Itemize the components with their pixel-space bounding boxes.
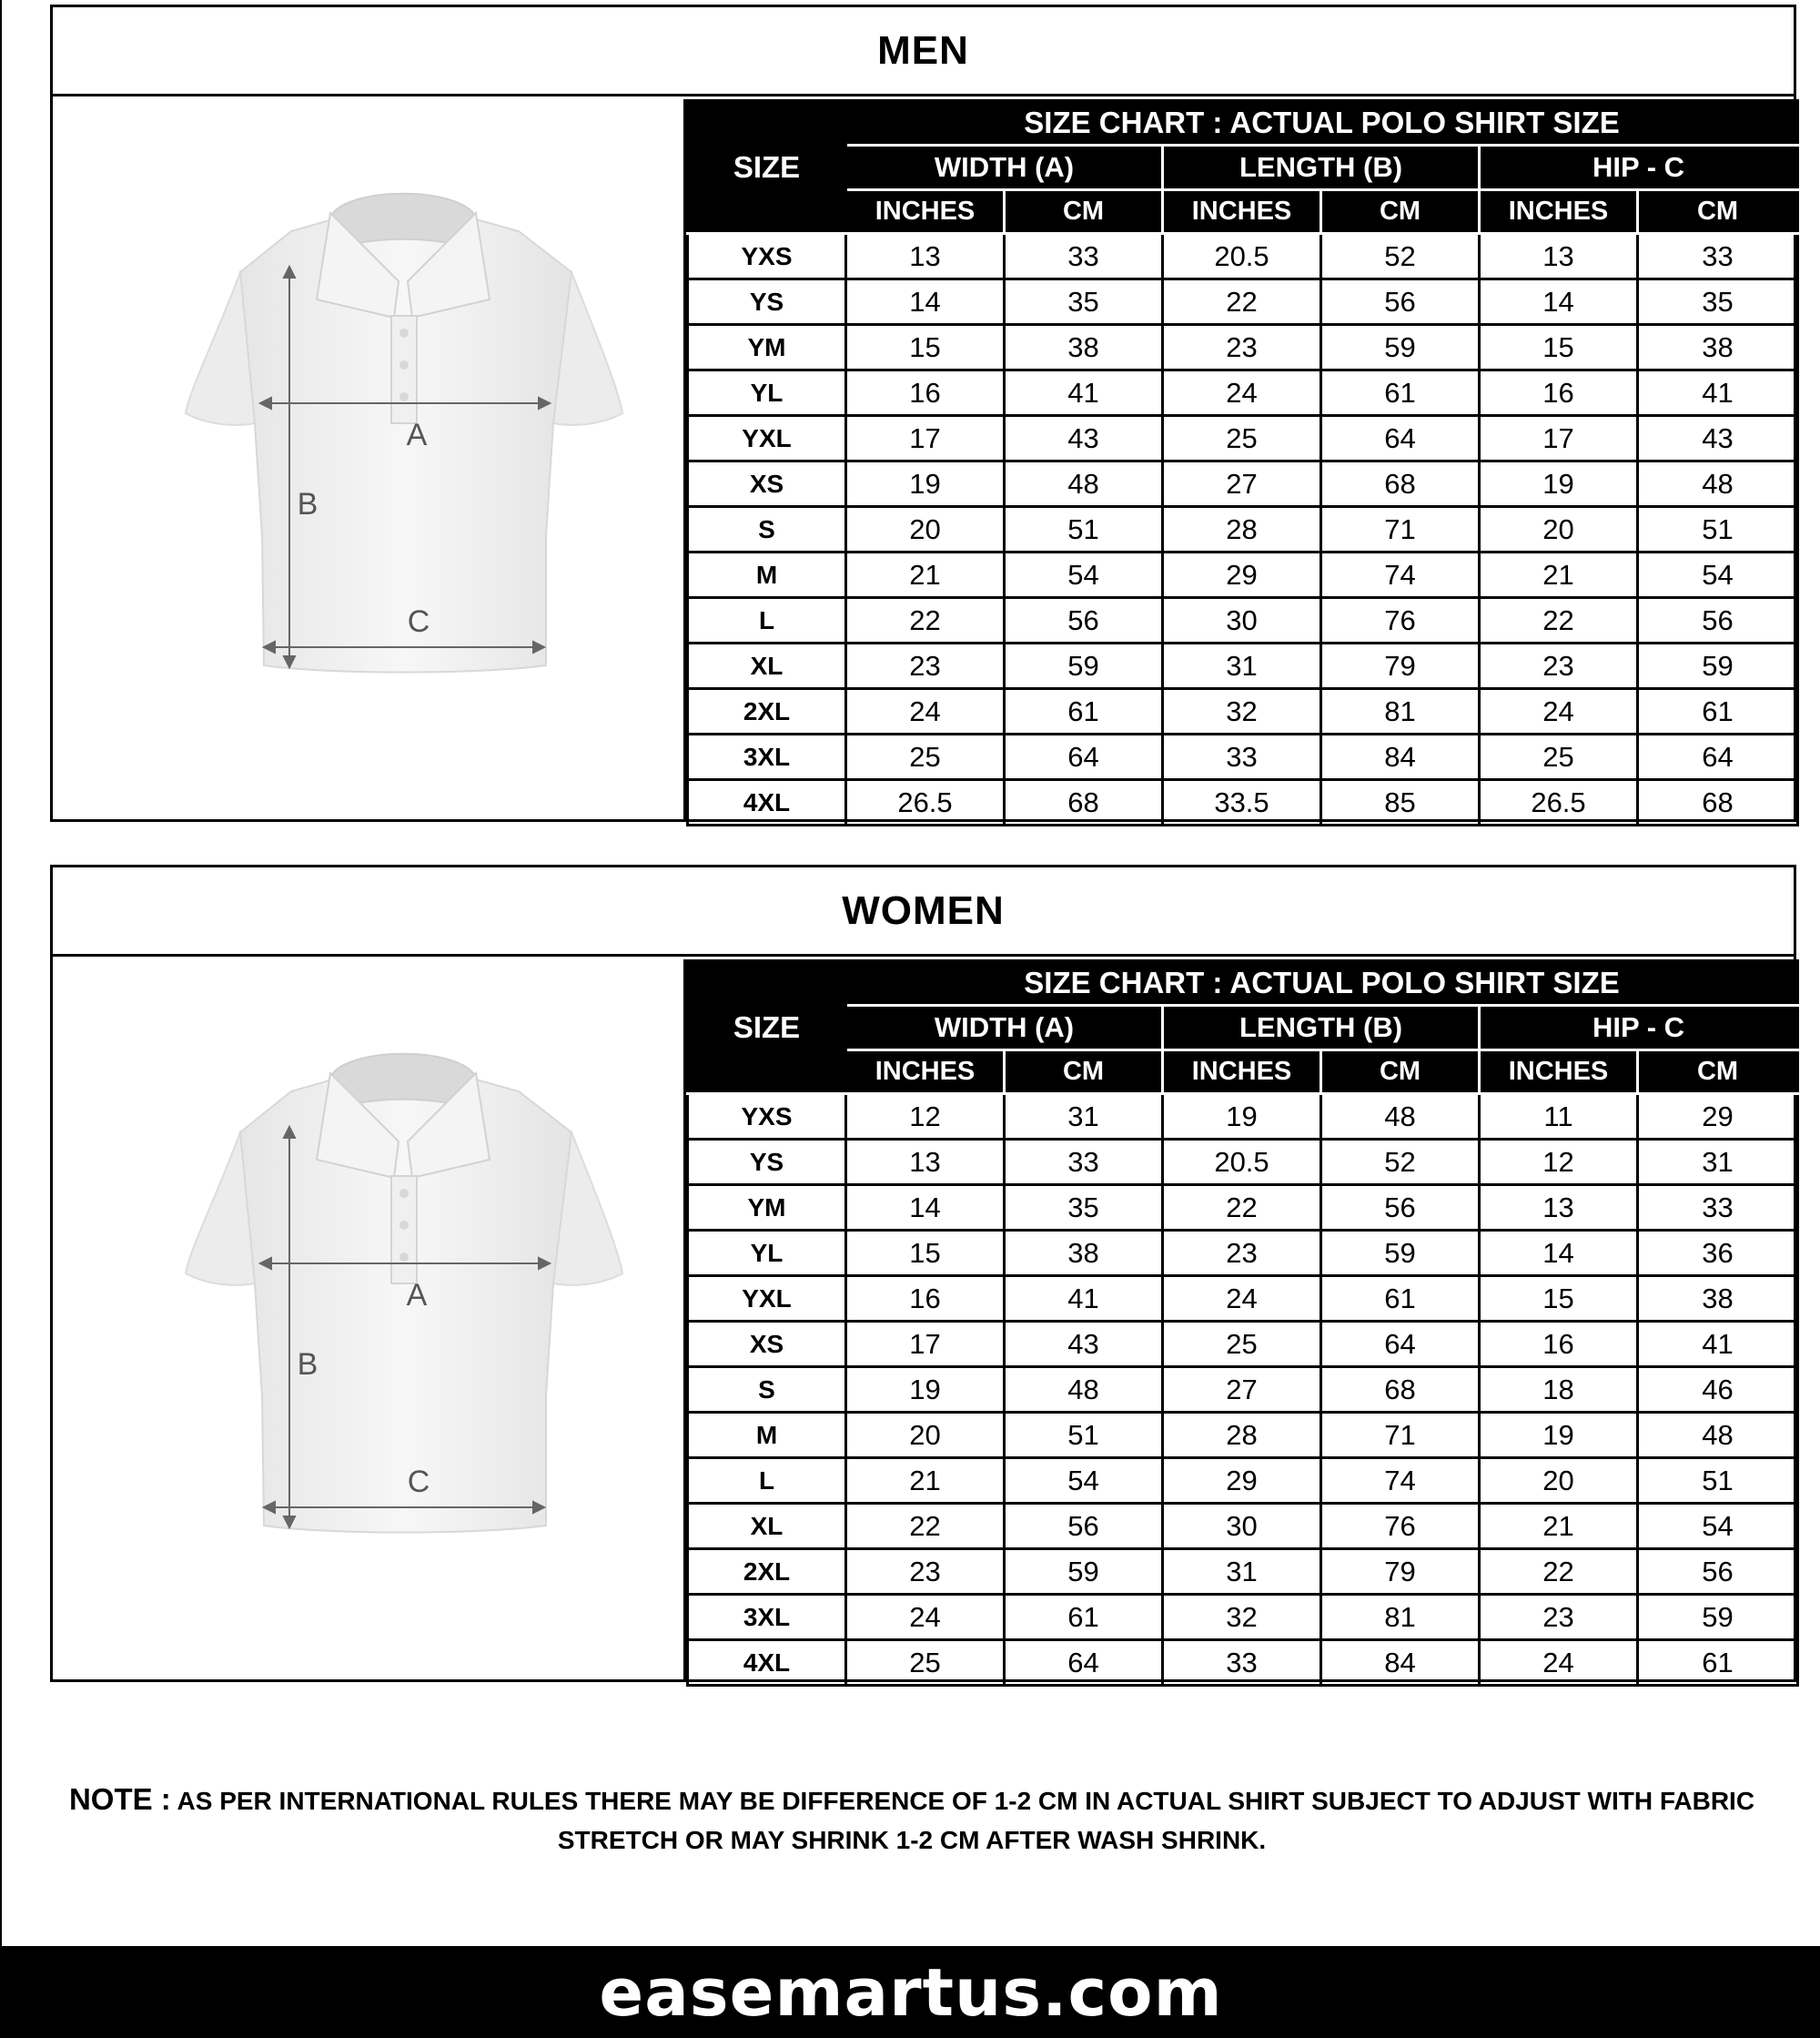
polo-shirt-diagram xyxy=(53,99,686,825)
value-cell: 33 xyxy=(1163,1640,1321,1686)
size-cell: YS xyxy=(688,1140,846,1185)
value-cell: 24 xyxy=(1480,1640,1638,1686)
note-label: NOTE : xyxy=(68,1782,171,1816)
women-size-chart xyxy=(50,865,1796,1682)
unit-header: CM xyxy=(1321,1050,1480,1094)
size-cell: 4XL xyxy=(688,780,846,826)
polo-shirt-icon xyxy=(186,194,622,673)
value-cell: 61 xyxy=(1638,689,1798,735)
value-cell: 41 xyxy=(1005,1276,1163,1322)
unit-header: CM xyxy=(1638,1050,1798,1094)
table-row xyxy=(688,1458,1798,1504)
shirt-image xyxy=(53,959,686,1679)
table-row xyxy=(688,1595,1798,1640)
value-cell: 24 xyxy=(846,1595,1005,1640)
brand-logo: easemartus.com xyxy=(599,1953,1223,2031)
value-cell: 43 xyxy=(1005,416,1163,461)
unit-header: INCHES xyxy=(846,190,1005,234)
note xyxy=(56,1779,1767,1860)
value-cell: 12 xyxy=(846,1094,1005,1140)
value-cell: 36 xyxy=(1638,1231,1798,1276)
value-cell: 38 xyxy=(1638,325,1798,370)
value-cell: 64 xyxy=(1005,1640,1163,1686)
unit-header: CM xyxy=(1321,190,1480,234)
value-cell: 59 xyxy=(1005,1549,1163,1595)
value-cell: 24 xyxy=(846,689,1005,735)
value-cell: 59 xyxy=(1321,1231,1480,1276)
value-cell: 15 xyxy=(846,1231,1005,1276)
value-cell: 22 xyxy=(846,1504,1005,1549)
table-row xyxy=(688,370,1798,416)
value-cell: 32 xyxy=(1163,1595,1321,1640)
value-cell: 24 xyxy=(1163,370,1321,416)
value-cell: 68 xyxy=(1321,461,1480,507)
value-cell: 25 xyxy=(1163,1322,1321,1367)
value-cell: 71 xyxy=(1321,1413,1480,1458)
value-cell: 22 xyxy=(1163,1185,1321,1231)
value-cell: 16 xyxy=(1480,370,1638,416)
table-row xyxy=(688,1276,1798,1322)
table-row xyxy=(688,553,1798,598)
value-cell: 51 xyxy=(1005,507,1163,553)
value-cell: 85 xyxy=(1321,780,1480,826)
value-cell: 38 xyxy=(1005,325,1163,370)
value-cell: 33 xyxy=(1163,735,1321,780)
men-size-chart xyxy=(50,5,1796,822)
value-cell: 23 xyxy=(846,644,1005,689)
value-cell: 35 xyxy=(1005,1185,1163,1231)
value-cell: 76 xyxy=(1321,598,1480,644)
value-cell: 18 xyxy=(1480,1367,1638,1413)
value-cell: 19 xyxy=(846,1367,1005,1413)
size-cell: YXS xyxy=(688,1094,846,1140)
size-cell: YXL xyxy=(688,416,846,461)
size-cell: XS xyxy=(688,461,846,507)
value-cell: 54 xyxy=(1005,553,1163,598)
value-cell: 24 xyxy=(1163,1276,1321,1322)
value-cell: 54 xyxy=(1638,1504,1798,1549)
value-cell: 28 xyxy=(1163,1413,1321,1458)
table-row xyxy=(688,1367,1798,1413)
value-cell: 68 xyxy=(1005,780,1163,826)
note-text: AS PER INTERNATIONAL RULES THERE MAY BE DIFFERENCE OF 1-2 CM IN ACTUAL SHIRT SUBJECT TO ADJUST WITH FABRIC STRETCH OR MAY SHRINK 1-2 CM AFTER WASH SHRINK. xyxy=(177,1787,1755,1854)
value-cell: 43 xyxy=(1638,416,1798,461)
value-cell: 61 xyxy=(1638,1640,1798,1686)
size-table xyxy=(686,99,1799,826)
value-cell: 14 xyxy=(846,279,1005,325)
value-cell: 23 xyxy=(846,1549,1005,1595)
value-cell: 22 xyxy=(846,598,1005,644)
value-cell: 59 xyxy=(1321,325,1480,370)
unit-header: INCHES xyxy=(1480,1050,1638,1094)
value-cell: 56 xyxy=(1005,1504,1163,1549)
size-cell: YXS xyxy=(688,234,846,279)
footer xyxy=(2,1946,1820,2038)
group-header: HIP - C xyxy=(1480,1006,1798,1050)
value-cell: 59 xyxy=(1638,644,1798,689)
value-cell: 48 xyxy=(1005,1367,1163,1413)
unit-header: INCHES xyxy=(1163,190,1321,234)
value-cell: 19 xyxy=(846,461,1005,507)
value-cell: 23 xyxy=(1480,1595,1638,1640)
value-cell: 79 xyxy=(1321,644,1480,689)
value-cell: 56 xyxy=(1005,598,1163,644)
value-cell: 22 xyxy=(1480,1549,1638,1595)
size-cell: S xyxy=(688,507,846,553)
value-cell: 51 xyxy=(1005,1413,1163,1458)
value-cell: 56 xyxy=(1321,1185,1480,1231)
table-row xyxy=(688,325,1798,370)
value-cell: 23 xyxy=(1480,644,1638,689)
value-cell: 33 xyxy=(1005,1140,1163,1185)
value-cell: 81 xyxy=(1321,689,1480,735)
value-cell: 29 xyxy=(1638,1094,1798,1140)
size-cell: YXL xyxy=(688,1276,846,1322)
value-cell: 13 xyxy=(1480,234,1638,279)
value-cell: 74 xyxy=(1321,1458,1480,1504)
value-cell: 23 xyxy=(1163,325,1321,370)
value-cell: 54 xyxy=(1005,1458,1163,1504)
section-title: WOMEN xyxy=(53,867,1794,957)
value-cell: 19 xyxy=(1163,1094,1321,1140)
group-header: HIP - C xyxy=(1480,146,1798,190)
value-cell: 14 xyxy=(1480,1231,1638,1276)
table-row xyxy=(688,279,1798,325)
size-cell: YL xyxy=(688,370,846,416)
value-cell: 19 xyxy=(1480,461,1638,507)
value-cell: 41 xyxy=(1638,1322,1798,1367)
size-cell: YM xyxy=(688,325,846,370)
size-cell: M xyxy=(688,553,846,598)
value-cell: 29 xyxy=(1163,553,1321,598)
value-cell: 31 xyxy=(1163,644,1321,689)
value-cell: 17 xyxy=(846,1322,1005,1367)
value-cell: 28 xyxy=(1163,507,1321,553)
chart-title-header: SIZE CHART : ACTUAL POLO SHIRT SIZE xyxy=(846,961,1798,1006)
value-cell: 20 xyxy=(846,1413,1005,1458)
section-title: MEN xyxy=(53,7,1794,96)
value-cell: 71 xyxy=(1321,507,1480,553)
value-cell: 56 xyxy=(1638,598,1798,644)
group-header: WIDTH (A) xyxy=(846,1006,1163,1050)
value-cell: 51 xyxy=(1638,1458,1798,1504)
size-cell: 2XL xyxy=(688,689,846,735)
value-cell: 30 xyxy=(1163,1504,1321,1549)
size-column-header: SIZE xyxy=(688,961,846,1094)
value-cell: 48 xyxy=(1321,1094,1480,1140)
unit-header: INCHES xyxy=(1480,190,1638,234)
value-cell: 31 xyxy=(1163,1549,1321,1595)
value-cell: 43 xyxy=(1005,1322,1163,1367)
table-row xyxy=(688,598,1798,644)
value-cell: 16 xyxy=(846,1276,1005,1322)
group-header: LENGTH (B) xyxy=(1163,146,1480,190)
chart-title-header: SIZE CHART : ACTUAL POLO SHIRT SIZE xyxy=(846,101,1798,146)
label-a: A xyxy=(406,1278,428,1313)
value-cell: 64 xyxy=(1005,735,1163,780)
value-cell: 16 xyxy=(846,370,1005,416)
value-cell: 68 xyxy=(1321,1367,1480,1413)
value-cell: 35 xyxy=(1005,279,1163,325)
group-header: LENGTH (B) xyxy=(1163,1006,1480,1050)
value-cell: 76 xyxy=(1321,1504,1480,1549)
value-cell: 32 xyxy=(1163,689,1321,735)
size-cell: S xyxy=(688,1367,846,1413)
unit-header: CM xyxy=(1005,1050,1163,1094)
value-cell: 12 xyxy=(1480,1140,1638,1185)
value-cell: 38 xyxy=(1638,1276,1798,1322)
table-row xyxy=(688,234,1798,279)
value-cell: 21 xyxy=(1480,553,1638,598)
value-cell: 33 xyxy=(1638,1185,1798,1231)
value-cell: 20.5 xyxy=(1163,234,1321,279)
size-cell: XL xyxy=(688,1504,846,1549)
value-cell: 20 xyxy=(1480,1458,1638,1504)
value-cell: 15 xyxy=(846,325,1005,370)
size-cell: M xyxy=(688,1413,846,1458)
value-cell: 64 xyxy=(1638,735,1798,780)
label-a: A xyxy=(406,418,428,452)
value-cell: 64 xyxy=(1321,416,1480,461)
value-cell: 15 xyxy=(1480,1276,1638,1322)
size-cell: YL xyxy=(688,1231,846,1276)
unit-header: CM xyxy=(1638,190,1798,234)
value-cell: 21 xyxy=(1480,1504,1638,1549)
size-cell: L xyxy=(688,1458,846,1504)
value-cell: 84 xyxy=(1321,735,1480,780)
value-cell: 81 xyxy=(1321,1595,1480,1640)
table-row xyxy=(688,735,1798,780)
value-cell: 11 xyxy=(1480,1094,1638,1140)
value-cell: 48 xyxy=(1638,1413,1798,1458)
value-cell: 61 xyxy=(1321,370,1480,416)
value-cell: 84 xyxy=(1321,1640,1480,1686)
value-cell: 56 xyxy=(1321,279,1480,325)
value-cell: 74 xyxy=(1321,553,1480,598)
value-cell: 17 xyxy=(1480,416,1638,461)
value-cell: 35 xyxy=(1638,279,1798,325)
value-cell: 41 xyxy=(1638,370,1798,416)
table-row xyxy=(688,644,1798,689)
value-cell: 29 xyxy=(1163,1458,1321,1504)
value-cell: 52 xyxy=(1321,1140,1480,1185)
table-row xyxy=(688,416,1798,461)
value-cell: 33 xyxy=(1638,234,1798,279)
polo-shirt-diagram xyxy=(53,959,686,1685)
polo-shirt-icon xyxy=(186,1054,622,1533)
label-c: C xyxy=(407,1465,430,1499)
value-cell: 79 xyxy=(1321,1549,1480,1595)
value-cell: 21 xyxy=(846,1458,1005,1504)
table-row xyxy=(688,1140,1798,1185)
value-cell: 30 xyxy=(1163,598,1321,644)
size-cell: YS xyxy=(688,279,846,325)
value-cell: 24 xyxy=(1480,689,1638,735)
value-cell: 31 xyxy=(1638,1140,1798,1185)
value-cell: 22 xyxy=(1480,598,1638,644)
table-row xyxy=(688,1185,1798,1231)
value-cell: 33 xyxy=(1005,234,1163,279)
table-row xyxy=(688,1231,1798,1276)
table-row xyxy=(688,1322,1798,1367)
unit-header: INCHES xyxy=(1163,1050,1321,1094)
label-b: B xyxy=(297,487,318,522)
value-cell: 56 xyxy=(1638,1549,1798,1595)
value-cell: 68 xyxy=(1638,780,1798,826)
table-row xyxy=(688,1413,1798,1458)
value-cell: 20.5 xyxy=(1163,1140,1321,1185)
value-cell: 17 xyxy=(846,416,1005,461)
unit-header: CM xyxy=(1005,190,1163,234)
value-cell: 48 xyxy=(1638,461,1798,507)
value-cell: 46 xyxy=(1638,1367,1798,1413)
value-cell: 25 xyxy=(1163,416,1321,461)
value-cell: 59 xyxy=(1638,1595,1798,1640)
group-header: WIDTH (A) xyxy=(846,146,1163,190)
size-column-header: SIZE xyxy=(688,101,846,234)
value-cell: 54 xyxy=(1638,553,1798,598)
size-cell: XS xyxy=(688,1322,846,1367)
value-cell: 20 xyxy=(846,507,1005,553)
value-cell: 13 xyxy=(1480,1185,1638,1231)
value-cell: 20 xyxy=(1480,507,1638,553)
value-cell: 19 xyxy=(1480,1413,1638,1458)
value-cell: 64 xyxy=(1321,1322,1480,1367)
value-cell: 25 xyxy=(846,1640,1005,1686)
value-cell: 14 xyxy=(846,1185,1005,1231)
value-cell: 52 xyxy=(1321,234,1480,279)
label-c: C xyxy=(407,604,430,639)
value-cell: 51 xyxy=(1638,507,1798,553)
value-cell: 27 xyxy=(1163,1367,1321,1413)
value-cell: 13 xyxy=(846,234,1005,279)
value-cell: 31 xyxy=(1005,1094,1163,1140)
value-cell: 59 xyxy=(1005,644,1163,689)
value-cell: 21 xyxy=(846,553,1005,598)
size-cell: 2XL xyxy=(688,1549,846,1595)
table-row xyxy=(688,1549,1798,1595)
value-cell: 26.5 xyxy=(1480,780,1638,826)
size-cell: YM xyxy=(688,1185,846,1231)
label-b: B xyxy=(297,1347,318,1382)
value-cell: 15 xyxy=(1480,325,1638,370)
table-row xyxy=(688,507,1798,553)
value-cell: 22 xyxy=(1163,279,1321,325)
value-cell: 48 xyxy=(1005,461,1163,507)
unit-header: INCHES xyxy=(846,1050,1005,1094)
table-row xyxy=(688,780,1798,826)
table-row xyxy=(688,1504,1798,1549)
table-row xyxy=(688,461,1798,507)
value-cell: 23 xyxy=(1163,1231,1321,1276)
table-row xyxy=(688,1094,1798,1140)
size-cell: 4XL xyxy=(688,1640,846,1686)
value-cell: 26.5 xyxy=(846,780,1005,826)
size-cell: 3XL xyxy=(688,1595,846,1640)
shirt-image xyxy=(53,99,686,819)
value-cell: 61 xyxy=(1005,1595,1163,1640)
size-cell: XL xyxy=(688,644,846,689)
value-cell: 61 xyxy=(1321,1276,1480,1322)
value-cell: 25 xyxy=(846,735,1005,780)
value-cell: 33.5 xyxy=(1163,780,1321,826)
value-cell: 16 xyxy=(1480,1322,1638,1367)
value-cell: 14 xyxy=(1480,279,1638,325)
size-cell: 3XL xyxy=(688,735,846,780)
value-cell: 38 xyxy=(1005,1231,1163,1276)
value-cell: 27 xyxy=(1163,461,1321,507)
table-row xyxy=(688,1640,1798,1686)
table-row xyxy=(688,689,1798,735)
value-cell: 13 xyxy=(846,1140,1005,1185)
value-cell: 41 xyxy=(1005,370,1163,416)
size-table xyxy=(686,959,1799,1687)
size-cell: L xyxy=(688,598,846,644)
value-cell: 61 xyxy=(1005,689,1163,735)
value-cell: 25 xyxy=(1480,735,1638,780)
